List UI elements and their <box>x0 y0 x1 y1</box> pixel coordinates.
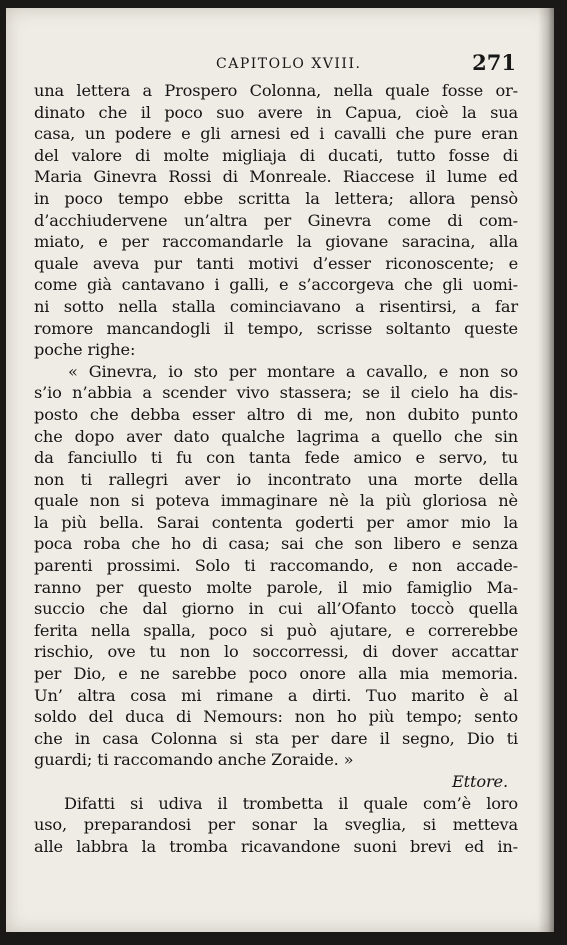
text-line: casa, un podere e gli arnesi ed i cavalli che pure eran <box>34 124 518 144</box>
text-line: Maria Ginevra Rossi di Monreale. Riaccese il lume ed <box>34 167 518 187</box>
text-line: in poco tempo ebbe scritta la lettera; allora pensò <box>34 188 518 208</box>
text-line: del valore di molte migliaja di ducati, tutto fosse di <box>34 145 518 165</box>
text-line: s’io n’abbia a scender vivo stassera; se il cielo ha dis- <box>34 383 518 403</box>
text-line: d’acchiudervene un’altra per Ginevra come di com- <box>34 210 518 230</box>
text-line: Un’ altra cosa mi rimane a dirti. Tuo marito è al <box>34 685 518 705</box>
text-line: uso, preparandosi per sonar la sveglia, si metteva <box>34 815 518 835</box>
text-line: che dopo aver dato qualche lagrima a quello che sin <box>34 426 518 446</box>
text-line: non ti rallegri aver io incontrato una morte della <box>34 469 518 489</box>
text-line: rischio, ove tu non lo soccorressi, di dover accattar <box>34 642 518 662</box>
text-line: « Ginevra, io sto per montare a cavallo, e non so <box>68 361 518 381</box>
text-line: che in casa Colonna si sta per dare il segno, Dio ti <box>34 728 518 748</box>
page-header <box>6 50 516 80</box>
text-line: alle labbra la tromba ricavandone suoni brevi ed in- <box>34 836 518 856</box>
text-line: romore mancandogli il tempo, scrisse soltanto queste <box>34 318 518 338</box>
text-line: ranno per questo molte parole, il mio famiglio Ma- <box>34 577 518 597</box>
text-line: da fanciullo ti fu con tanta fede amico e servo, tu <box>34 448 518 468</box>
page-spine-shadow <box>538 8 554 932</box>
text-line: poche righe: <box>34 340 136 360</box>
letter-passage <box>34 80 518 771</box>
book-page <box>6 8 554 932</box>
text-line: una lettera a Prospero Colonna, nella quale fosse or- <box>34 81 518 100</box>
text-line: poca roba che ho di casa; sai che son libero e senza <box>34 534 518 554</box>
text-line: come già cantavano i galli, e s’accorgeva che gli uomi- <box>34 275 518 295</box>
text-line: miato, e per raccomandarle la giovane saracina, alla <box>34 232 518 252</box>
text-line: soldo del duca di Nemours: non ho più tempo; sento <box>34 707 518 727</box>
text-line: posto che debba esser altro di me, non dubito punto <box>34 404 518 424</box>
text-line: Difatti si udiva il trombetta il quale com’è loro <box>64 793 518 813</box>
signature: Ettore. <box>452 772 508 791</box>
text-line: dinato che il poco suo avere in Capua, cioè la sua <box>34 102 518 122</box>
body-text <box>34 80 518 857</box>
text-line: parenti prossimi. Solo ti raccomando, e non accade- <box>34 556 518 576</box>
text-line: guardi; ti raccomando anche Zoraide. » <box>34 750 354 770</box>
running-title: CAPITOLO XVIII. <box>216 56 362 72</box>
text-line: quale aveva pur tanti motivi d’esser riconoscente; e <box>34 253 518 273</box>
text-line: ferita nella spalla, poco si può ajutare, e correrebbe <box>34 620 518 640</box>
closing-passage <box>34 793 518 858</box>
text-line: la più bella. Sarai contenta goderti per amor mio la <box>34 512 518 532</box>
page-number: 271 <box>472 50 516 75</box>
text-line: succio che dal giorno in cui all’Ofanto toccò quella <box>34 599 518 619</box>
text-line: ni sotto nella stalla cominciavano a risentirsi, a far <box>34 296 518 316</box>
text-line: per Dio, e ne sarebbe poco onore alla mia memoria. <box>34 664 518 684</box>
text-line: quale non si poteva immaginare nè la più gloriosa nè <box>34 491 518 511</box>
